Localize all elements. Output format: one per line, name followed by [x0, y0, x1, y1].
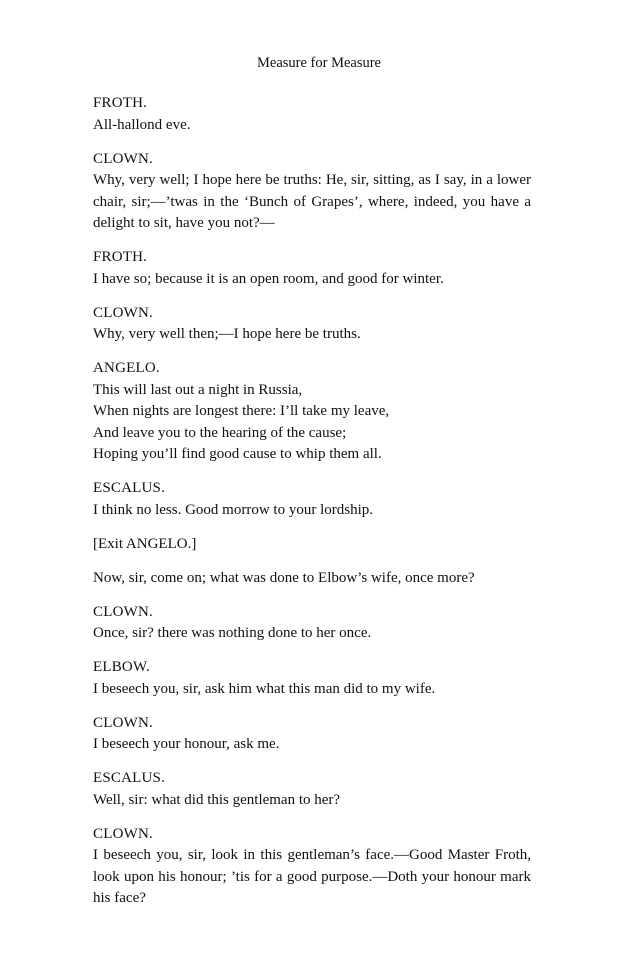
speaker-name: CLOWN.	[93, 825, 153, 842]
speaker-name: ELBOW.	[93, 659, 150, 675]
speech-block-elbow	[93, 657, 531, 700]
speech-block-clown	[93, 303, 531, 346]
speaker-name: FROTH.	[93, 249, 148, 265]
play-text	[93, 93, 531, 922]
speech-text: Why, very well then;—I hope here be truths.	[93, 326, 361, 342]
speaker-name: ESCALUS.	[93, 480, 166, 496]
speaker-name: ANGELO.	[93, 360, 160, 376]
speech-block-clown	[93, 713, 531, 756]
speech-block-froth	[93, 247, 531, 290]
speaker-name: FROTH.	[93, 95, 148, 111]
speaker-name: CLOWN.	[93, 603, 153, 620]
speech-text: I beseech you, sir, ask him what this man did to my wife.	[93, 680, 436, 697]
speech-text: I think no less. Good morrow to your lordship.	[93, 501, 373, 518]
speaker-name: ESCALUS.	[93, 770, 166, 786]
speech-block-clown	[93, 149, 531, 235]
speech-text: Once, sir? there was nothing done to her once.	[93, 625, 372, 641]
speaker-name: CLOWN.	[93, 150, 153, 167]
speech-text: I beseech you, sir, look in this gentleman’s face.—Good Master Froth, look upon his honour; ’tis for a good purpose.—Doth your honour mark his face?	[93, 847, 531, 906]
speech-block-escalus	[93, 478, 531, 521]
running-title: Measure for Measure	[256, 55, 381, 71]
stage-direction	[93, 534, 531, 556]
speaker-name: CLOWN.	[93, 714, 153, 731]
speech-block-angelo	[93, 358, 531, 466]
speech-text: Well, sir: what did this gentleman to her?	[93, 791, 341, 808]
speech-text: Why, very well; I hope here be truths: He, sir, sitting, as I say, in a lower chair, sir;—’twas in the ‘Bunch of Grapes’, where, indeed, you have a delight to sit, have you not?—	[93, 172, 531, 231]
speech-text: All-hallond eve.	[93, 116, 191, 133]
stage-direction-text: [Exit ANGELO.]	[93, 535, 197, 552]
verse-line: This will last out a night in Russia,	[93, 381, 303, 398]
verse-line: Hoping you’ll find good cause to whip them all.	[93, 446, 382, 462]
speech-block-clown	[93, 824, 531, 910]
speech-continuation	[93, 568, 531, 590]
verse-line: And leave you to the hearing of the cause;	[93, 424, 347, 441]
speech-text: I have so; because it is an open room, and good for winter.	[93, 270, 444, 287]
speech-text: Now, sir, come on; what was done to Elbow’s wife, once more?	[93, 569, 475, 586]
speech-block-froth	[93, 93, 531, 136]
verse-line: When nights are longest there: I’ll take my leave,	[93, 403, 390, 419]
speech-block-clown	[93, 602, 531, 645]
speech-text: I beseech your honour, ask me.	[93, 736, 280, 752]
speech-block-escalus	[93, 768, 531, 811]
speaker-name: CLOWN.	[93, 304, 153, 321]
